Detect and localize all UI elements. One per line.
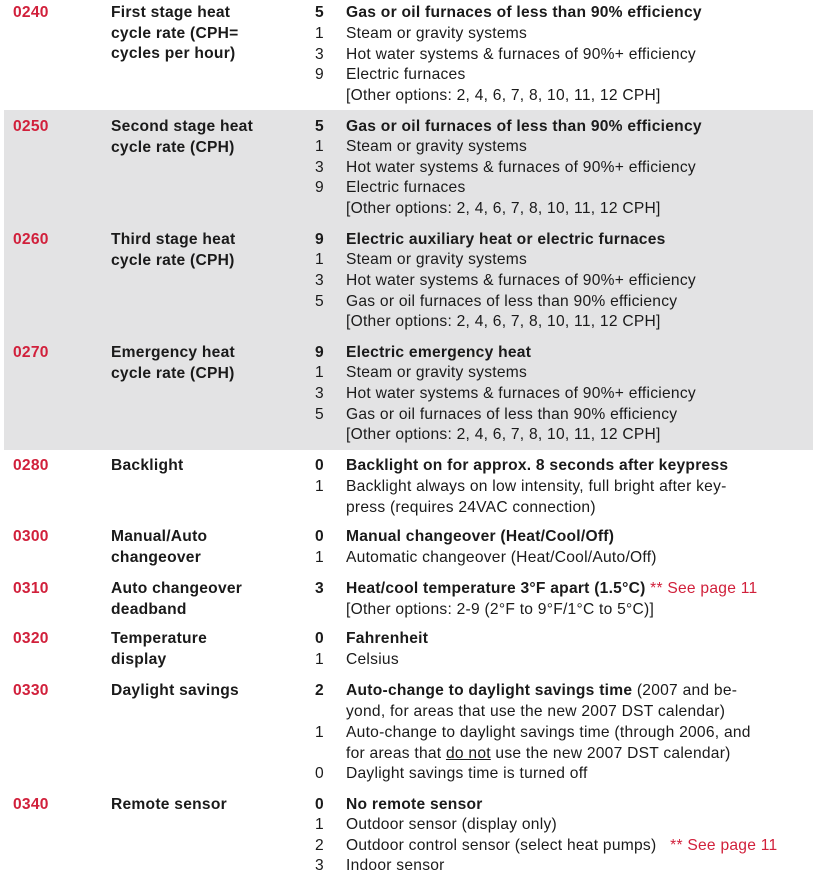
other-options-text: [Other options: 2, 4, 6, 7, 8, 10, 11, 12 CPH]	[346, 87, 661, 104]
setting-row-0270	[4, 336, 813, 450]
setting-row-0280	[4, 450, 813, 528]
option-value: 3	[315, 385, 324, 402]
option-value: 5	[315, 293, 324, 310]
option-description: Outdoor sensor (display only)	[346, 816, 557, 833]
setting-code: 0300	[13, 528, 49, 545]
option-description: Steam or gravity systems	[346, 251, 528, 268]
option-value: 1	[315, 364, 324, 381]
setting-label: Third stage heat cycle rate (CPH)	[111, 231, 236, 269]
option-description: Electric furnaces	[346, 66, 466, 83]
option-value: 1	[315, 651, 324, 668]
setting-row-0250	[4, 110, 813, 223]
setting-label: Remote sensor	[111, 796, 227, 813]
option-description: Indoor sensor	[346, 857, 445, 874]
setting-code: 0340	[13, 796, 49, 813]
option-value: 3	[315, 272, 324, 289]
setting-label: Second stage heat cycle rate (CPH)	[111, 118, 254, 156]
option-value: 9	[315, 179, 324, 196]
option-description: Hot water systems & furnaces of 90%+ efficiency	[346, 272, 696, 289]
setting-row-0340	[4, 790, 813, 878]
setting-label: Emergency heat cycle rate (CPH)	[111, 344, 235, 382]
setting-label: Backlight	[111, 457, 184, 474]
option-value: 2	[315, 837, 324, 854]
option-value: 1	[315, 549, 324, 566]
option-description: Outdoor control sensor (select heat pumps) ** See page 11	[346, 837, 778, 854]
option-description: Daylight savings time is turned off	[346, 765, 588, 782]
setting-row-0240	[4, 0, 813, 108]
option-description: Backlight on for approx. 8 seconds after keypress	[346, 457, 729, 474]
option-description: Hot water systems & furnaces of 90%+ efficiency	[346, 46, 696, 63]
setting-code: 0240	[13, 4, 49, 21]
setting-row-0320	[4, 624, 813, 676]
option-value: 0	[315, 528, 324, 545]
option-value: 3	[315, 580, 324, 597]
option-description: Fahrenheit	[346, 630, 429, 647]
option-value: 1	[315, 138, 324, 155]
option-value: 9	[315, 344, 324, 361]
option-description: Electric emergency heat	[346, 344, 532, 361]
option-value: 3	[315, 46, 324, 63]
option-description: Auto-change to daylight savings time (2007 and be- yond, for areas that use the new 2007 DST calendar)	[346, 682, 738, 720]
other-options-text: [Other options: 2-9 (2°F to 9°F/1°C to 5°C)]	[346, 601, 655, 618]
option-description: Automatic changeover (Heat/Cool/Auto/Off)	[346, 549, 657, 566]
option-value: 1	[315, 724, 324, 741]
option-value: 2	[315, 682, 324, 699]
option-description: Gas or oil furnaces of less than 90% efficiency	[346, 118, 702, 135]
setting-code: 0330	[13, 682, 49, 699]
option-description: Celsius	[346, 651, 399, 668]
option-description: Heat/cool temperature 3°F apart (1.5°C) ** See page 11	[346, 580, 758, 597]
option-description: Steam or gravity systems	[346, 364, 528, 381]
other-options-text: [Other options: 2, 4, 6, 7, 8, 10, 11, 12 CPH]	[346, 313, 661, 330]
option-value: 1	[315, 478, 324, 495]
option-value: 0	[315, 796, 324, 813]
option-value: 1	[315, 25, 324, 42]
setting-code: 0250	[13, 118, 49, 135]
setting-code: 0320	[13, 630, 49, 647]
option-value: 5	[315, 4, 324, 21]
option-value: 3	[315, 159, 324, 176]
option-description: No remote sensor	[346, 796, 483, 813]
setting-row-0260	[4, 223, 813, 336]
setting-code: 0270	[13, 344, 49, 361]
option-value: 3	[315, 857, 324, 874]
option-description: Auto-change to daylight savings time (through 2006, and for areas that do not use the new 2007 DST calendar)	[346, 724, 751, 762]
option-value: 9	[315, 231, 324, 248]
option-description: Electric auxiliary heat or electric furnaces	[346, 231, 666, 248]
option-value: 0	[315, 630, 324, 647]
setting-label: Manual/Auto changeover	[111, 528, 208, 566]
setting-row-0330	[4, 676, 813, 790]
option-description: Gas or oil furnaces of less than 90% efficiency	[346, 293, 678, 310]
setting-code: 0260	[13, 231, 49, 248]
setting-label: Temperature display	[111, 630, 208, 668]
option-value: 5	[315, 118, 324, 135]
option-description: Electric furnaces	[346, 179, 466, 196]
setting-row-0300	[4, 522, 813, 574]
see-page-note: ** See page 11	[650, 580, 758, 597]
option-description: Gas or oil furnaces of less than 90% efficiency	[346, 406, 678, 423]
option-value: 0	[315, 765, 324, 782]
setting-code: 0280	[13, 457, 49, 474]
option-description: Steam or gravity systems	[346, 138, 528, 155]
option-description: Hot water systems & furnaces of 90%+ efficiency	[346, 385, 696, 402]
other-options-text: [Other options: 2, 4, 6, 7, 8, 10, 11, 12 CPH]	[346, 200, 661, 217]
option-description: Gas or oil furnaces of less than 90% efficiency	[346, 4, 702, 21]
option-value: 9	[315, 66, 324, 83]
setting-label: Auto changeover deadband	[111, 580, 243, 618]
setting-code: 0310	[13, 580, 49, 597]
option-description: Backlight always on low intensity, full bright after key- press (requires 24VAC connection)	[346, 478, 727, 516]
setting-row-0310	[4, 574, 813, 624]
option-value: 1	[315, 251, 324, 268]
option-description: Manual changeover (Heat/Cool/Off)	[346, 528, 615, 545]
setting-label: First stage heat cycle rate (CPH= cycles per hour)	[111, 4, 239, 63]
option-value: 5	[315, 406, 324, 423]
option-description: Steam or gravity systems	[346, 25, 528, 42]
option-value: 0	[315, 457, 324, 474]
see-page-note: ** See page 11	[670, 837, 778, 854]
setting-label: Daylight savings	[111, 682, 239, 699]
option-description: Hot water systems & furnaces of 90%+ efficiency	[346, 159, 696, 176]
other-options-text: [Other options: 2, 4, 6, 7, 8, 10, 11, 12 CPH]	[346, 426, 661, 443]
option-value: 1	[315, 816, 324, 833]
